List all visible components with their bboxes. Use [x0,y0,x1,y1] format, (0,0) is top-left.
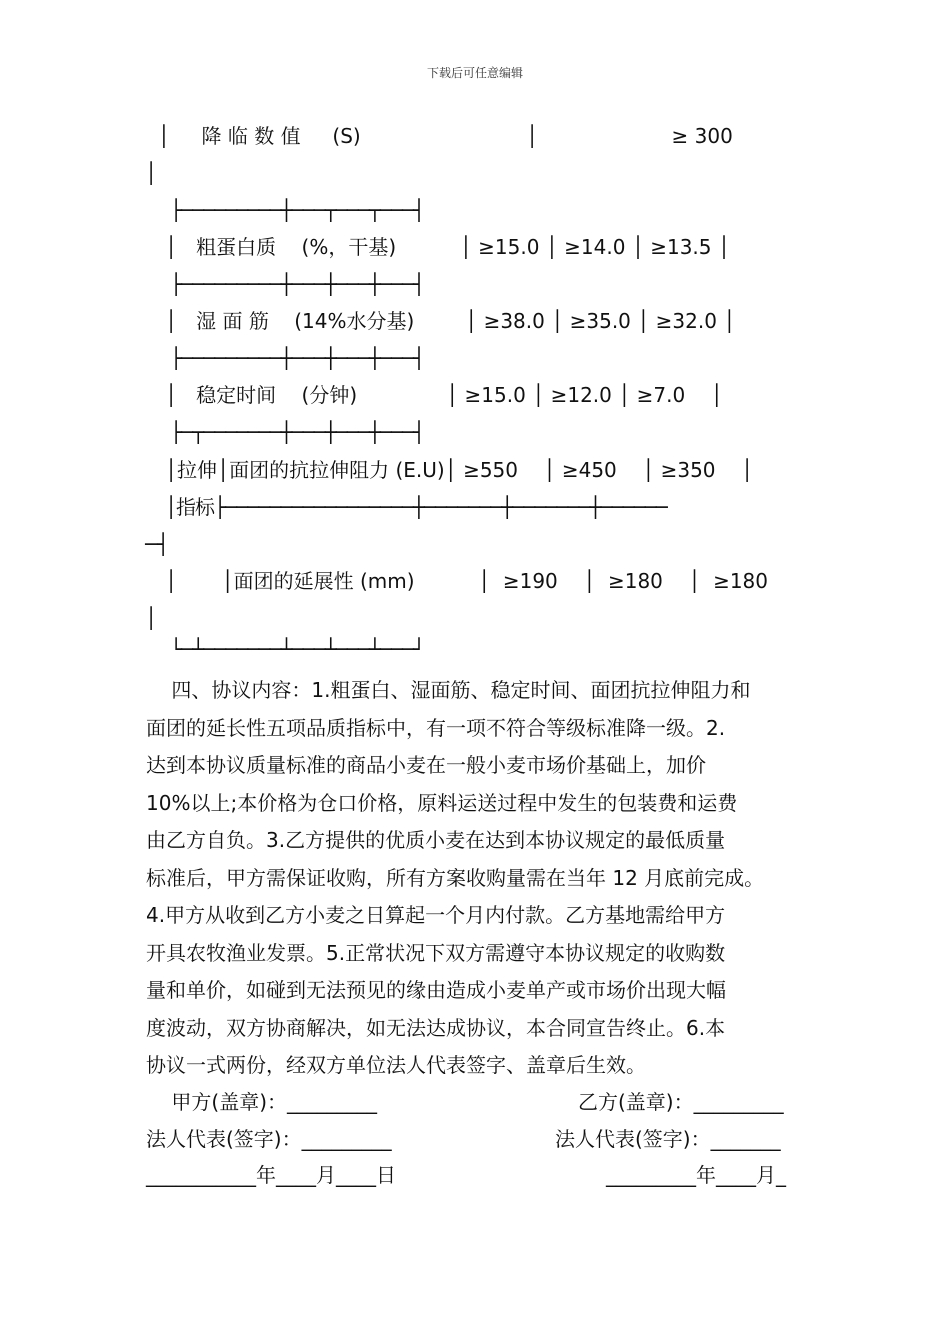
party-b-seal: 乙方(盖章)：_________ [578,1090,784,1114]
table-line-1: │ 降 临 数 值 (S) │ ≥ 300 [145,124,733,148]
agreement-line: 由乙方自负。3.乙方提供的优质小麦在达到本协议规定的最低质量 [146,828,726,852]
table-border-bottom: └─┴───────┴───┴───┴───┘ [170,637,424,661]
party-a-date: ___________年____月____日 [146,1163,396,1187]
agreement-line: 达到本协议质量标准的商品小麦在一般小麦市场价基础上，加价 [146,753,706,777]
table-border-2: ├─────────┼───┼───┼───┤ [170,272,424,296]
agreement-line: 度波动，双方协商解决，如无法达成协议，本合同宣告终止。6.本 [146,1015,726,1040]
table-row-stability: │ 稳定时间 (分钟) │ ≥15.0 │ ≥12.0 │ ≥7.0 │ [165,383,723,407]
agreement-line: 协议一式两份，经双方单位法人代表签字、盖章后生效。 [146,1053,646,1077]
table-border-1: ├─────────┼───┬───┬───┤ [170,198,424,222]
agreement-line: 开具农牧渔业发票。5.正常状况下双方需遵守本协议规定的收购数 [146,940,726,965]
agreement-paragraph [146,672,826,1085]
table-line-wrap: ─┤ [145,532,170,556]
party-a-representative: 法人代表(签字)：_________ [146,1127,392,1151]
agreement-line: 10%以上;本价格为仓口价格，原料运送过程中发生的包装费和运费 [146,790,738,815]
table-row-protein: │ 粗蛋白质 (%，干基) │ ≥15.0 │ ≥14.0 │ ≥13.5 │ [165,235,730,259]
party-b-date: _________年____月_ [606,1163,786,1187]
table-line-2: │ [145,161,158,185]
agreement-line: 量和单价，如碰到无法预见的缘由造成小麦单产或市场价出现大幅 [146,978,726,1002]
agreement-line: 标准后，甲方需保证收购，所有方案收购量需在当年 12 月底前完成。 [146,865,765,890]
agreement-line: 4.甲方从收到乙方小麦之日算起一个月内付款。乙方基地需给甲方 [146,903,726,927]
table-row-resistance: │拉伸│面团的抗拉伸阻力 (E.U)│ ≥550 │ ≥450 │ ≥350 │ [165,458,753,482]
agreement-line: 四、协议内容：1.粗蛋白、湿面筋、稳定时间、面团抗拉伸阻力和 [146,678,751,702]
agreement-line: 面团的延长性五项品质指标中，有一项不符合等级标准降一级。2. [146,715,726,740]
party-b-representative: 法人代表(签字)：_______ [555,1127,781,1151]
table-row-gluten: │ 湿 面 筋 (14%水分基) │ ≥38.0 │ ≥35.0 │ ≥32.0 │ [165,309,736,333]
table-line-wrap-2: │ [145,606,158,630]
party-a-seal: 甲方(盖章)：_________ [146,1090,378,1114]
table-row-extensibility: │ │面团的延展性 (mm) │ ≥190 │ ≥180 │ ≥180 [165,569,769,593]
table-border-4: ├─┬───────┼───┼───┼───┤ [170,420,424,444]
page-header: 下载后可任意编辑 [426,66,523,80]
table-border-3: ├─────────┼───┼───┼───┤ [170,346,424,370]
table-row-index: │指标├─────────────────┼───────┼───────┼────── [165,495,667,519]
